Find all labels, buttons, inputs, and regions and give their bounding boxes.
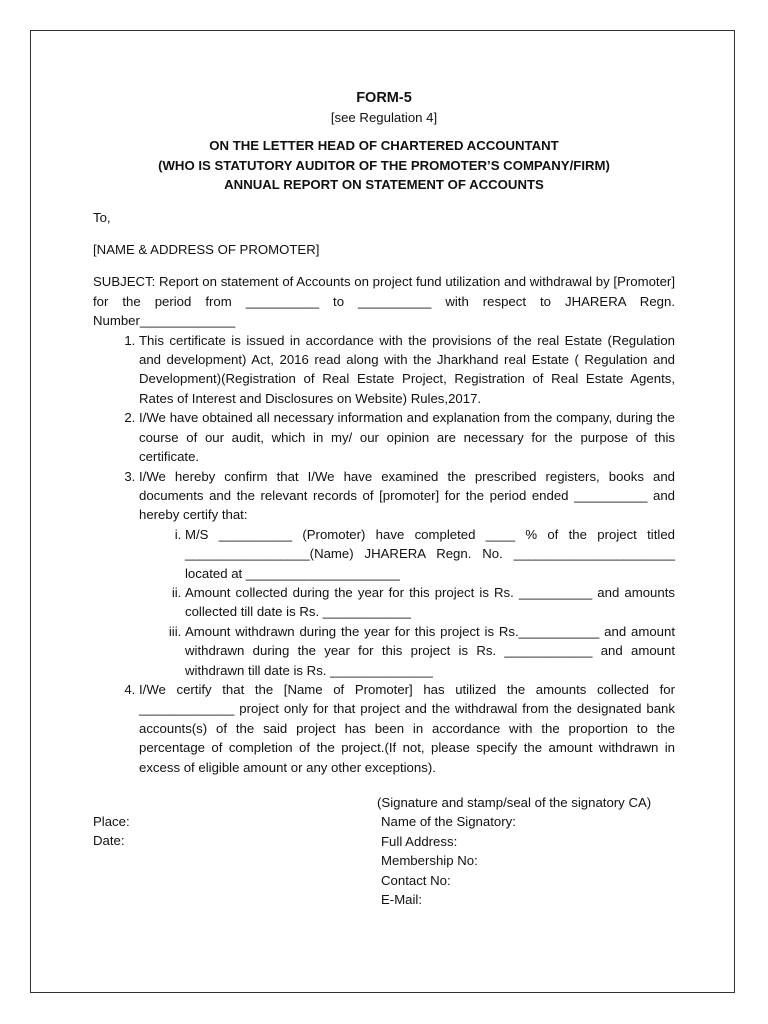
regulation-reference: [see Regulation 4] xyxy=(330,110,438,125)
heading-report: ANNUAL REPORT ON STATEMENT OF ACCOUNTS xyxy=(224,177,544,193)
email-label: E-Mail: xyxy=(381,892,423,908)
place-label: Place: xyxy=(93,814,130,829)
heading-letterhead: ON THE LETTER HEAD OF CHARTERED ACCOUNTANT xyxy=(209,138,559,154)
full-address-label: Full Address: xyxy=(381,833,458,849)
certification-list xyxy=(93,331,675,777)
form-title: FORM-5 xyxy=(356,90,412,106)
signatory-name-label: Name of the Signatory: xyxy=(381,814,516,830)
document-body xyxy=(93,88,675,913)
date-label: Date: xyxy=(93,833,125,849)
membership-no-label: Membership No: xyxy=(381,853,478,869)
salutation: To, xyxy=(93,209,111,225)
place-date-block xyxy=(93,812,130,851)
promoter-address-placeholder: [NAME & ADDRESS OF PROMOTER] xyxy=(93,242,320,258)
signature-block xyxy=(93,793,675,913)
list-item xyxy=(139,467,675,680)
sublist-item xyxy=(185,525,675,583)
sublist-item xyxy=(185,622,675,680)
list-item xyxy=(139,331,675,409)
sublist-item-text: Amount collected during the year for this project is Rs. __________ and amounts collected till date is Rs. ____________ xyxy=(185,584,675,620)
sublist-item-text: Amount withdrawn during the year for this project is Rs.___________ and amount withdrawn during the year for this project is Rs. ____________ and amount withdrawn till date is Rs. ______________ xyxy=(185,623,675,678)
sublist-item-text: M/S __________ (Promoter) have completed ____ % of the project titled _________________(Name) JHARERA Regn. No. ______________________ located at _____________________ xyxy=(185,526,675,581)
subject-paragraph: SUBJECT: Report on statement of Accounts on project fund utilization and withdrawal by [Promoter] for the period from __________ to __________ with respect to JHARERA Regn. Number_____________ xyxy=(93,274,675,329)
signatory-details xyxy=(377,793,652,909)
contact-no-label: Contact No: xyxy=(381,872,451,888)
list-item-text: This certificate is issued in accordance with the provisions of the real Estate (Regulation and development) Act, 2016 read along with the Jharkhand real Estate ( Regulation and Development)(Registration of Real Estate Project, Registration of Real Estate Agents, Rates of Interest and Disclosures on Website) Rules,2017. xyxy=(139,332,675,406)
heading-auditor: (WHO IS STATUTORY AUDITOR OF THE PROMOTER’S COMPANY/FIRM) xyxy=(158,157,610,173)
certification-sublist xyxy=(139,525,675,680)
list-item-text: I/We hereby confirm that I/We have examined the prescribed registers, books and documents and the relevant records of [promoter] for the period ended __________ and hereby certify that: xyxy=(139,468,675,523)
sublist-item xyxy=(185,583,675,622)
list-item-text: I/We have obtained all necessary information and explanation from the company, during the course of our audit, which in my/ our opinion are necessary for the purpose of this certificate. xyxy=(139,410,675,465)
list-item-text: I/We certify that the [Name of Promoter] has utilized the amounts collected for _____________ project only for that project and the withdrawal from the designated bank accounts(s) of the said project has been in accordance with the proportion to the percentage of completion of the project.(If not, please specify the amount withdrawn in excess of eligible amount or any other exceptions). xyxy=(139,681,675,775)
signature-caption: (Signature and stamp/seal of the signatory CA) xyxy=(377,795,652,810)
list-item xyxy=(139,408,675,466)
list-item xyxy=(139,680,675,777)
